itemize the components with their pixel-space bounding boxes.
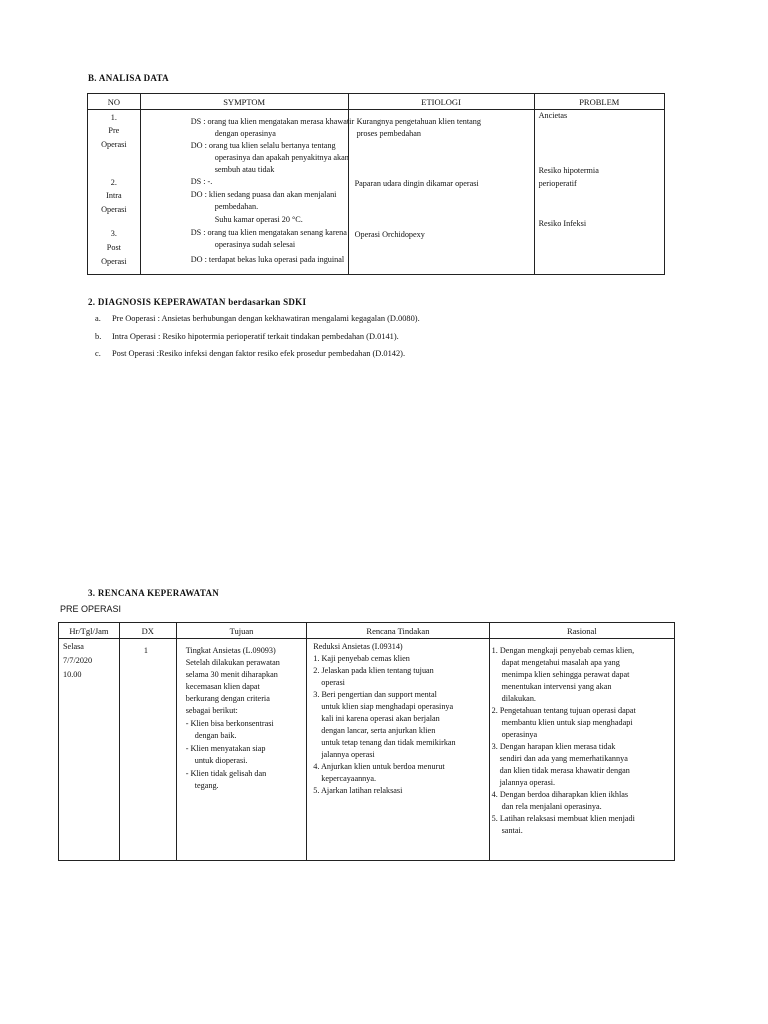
section-3-title [88,588,219,598]
section-2-heading: DIAGNOSIS KEPERAWATAN berdasarkan SDKI [97,297,307,307]
tujuan-line: - Klien bisa berkonsentrasi [185,719,274,728]
etiologi-column [348,110,534,275]
analisa-data-table [87,93,665,275]
no-1-operasi: Operasi [101,140,127,149]
header-dx: DX [119,623,176,639]
problem-line: Resiko Infeksi [538,219,587,228]
section-3-number: 3. [88,588,96,598]
etiologi-line: Operasi Orchidopexy [354,230,425,239]
pre-operasi-label: PRE OPERASI [60,604,122,614]
header-tujuan: Tujuan [176,623,307,639]
tujuan-line: tegang. [194,781,219,790]
tindakan-line: 1. Kaji penyebab cemas klien [313,654,410,663]
dx-value: 1 [143,646,148,655]
rencana-table [58,622,675,861]
rasional-line: menimpa klien sehingga perawat dapat [501,670,630,679]
rasional-line: jalannya operasi. [499,778,556,787]
rasional-line: dapat mengetahui masalah apa yang [501,658,620,667]
diagnosis-text: Post Operasi :Resiko infeksi dengan faktor resiko efek prosedur pembedahan (D.0142). [112,349,406,358]
etiologi-line: Paparan udara dingin dikamar operasi [354,179,479,188]
no-2-intra: Intra [106,191,122,200]
problem-line: perioperatif [538,179,577,188]
date-line: 7/7/2020 [63,656,93,665]
problem-column [534,110,664,275]
section-2-title [88,297,306,307]
rasional-line: 1. Dengan mengkaji penyebab cemas klien, [491,646,635,655]
etiologi-line: proses pembedahan [356,129,421,138]
rasional-column [489,639,674,861]
rasional-line: sendiri dan ada yang memerhatikannya [499,754,628,763]
tujuan-line: Setelah dilakukan perawatan [185,658,280,667]
rasional-line: dilakukan. [501,694,536,703]
symptom-line: dengan operasinya [214,129,276,138]
tindakan-line: 5. Ajarkan latihan relaksasi [313,786,403,795]
no-2-operasi: Operasi [101,205,127,214]
tindakan-line: jalannya operasi [321,750,375,759]
tujuan-line: berkurang dengan criteria [185,694,270,703]
tindakan-column [307,639,489,861]
tujuan-line: dengan baik. [194,731,237,740]
tujuan-line: - Klien tidak gelisah dan [185,769,267,778]
tindakan-line: kepercayaannya. [321,774,377,783]
rasional-line: dan rela menjalani operasinya. [501,802,602,811]
rasional-line: operasinya [501,730,538,739]
tujuan-line: - Klien menyatakan siap [185,744,266,753]
tujuan-line: Tingkat Ansietas (L.09093) [185,646,276,655]
header-etiologi: ETIOLOGI [348,94,534,110]
tindakan-line: dengan lancar, serta anjurkan klien [321,726,436,735]
rasional-line: dan klien tidak merasa khawatir dengan [499,766,630,775]
problem-line: Resiko hipotermia [538,166,599,175]
diagnosis-mark: c. [95,349,101,358]
rasional-line: santai. [501,826,523,835]
header-problem: PROBLEM [534,94,664,110]
tindakan-line: untuk klien siap menghadapi operasinya [321,702,454,711]
diagnosis-item-a [95,314,420,323]
tindakan-line: Reduksi Ansietas (I.09314) [313,642,403,651]
symptom-line: DO : orang tua klien selalu bertanya tentang [190,141,336,150]
symptom-line: DS : orang tua klien mengatakan senang karena [190,228,347,237]
symptom-line: DO : terdapat bekas luka operasi pada inguinal [190,255,345,264]
tindakan-line: 2. Jelaskan pada klien tentang tujuan [313,666,434,675]
symptom-line: Suhu kamar operasi 20 °C. [214,215,303,224]
tujuan-column [176,639,307,861]
date-line: 10.00 [63,670,82,679]
symptom-line: DO : klien sedang puasa dan akan menjalani [190,190,337,199]
problem-line: Ancietas [538,111,568,120]
symptom-line: pembedahan. [214,202,259,211]
diagnosis-mark: a. [95,314,101,323]
rasional-line: 3. Dengan harapan klien merasa tidak [491,742,616,751]
diagnosis-item-b [95,332,399,341]
symptom-line: DS : -. [190,177,213,186]
tindakan-line: untuk tetap tenang dan tidak memikirkan [321,738,456,747]
tindakan-line: 4. Anjurkan klien untuk berdoa menurut [313,762,445,771]
no-3: 3. [110,229,117,238]
header-date: Hr/Tgl/Jam [59,623,120,639]
no-1-pre: Pre [108,126,120,135]
rasional-line: 2. Pengetahuan tentang tujuan operasi dapat [491,706,636,715]
tindakan-line: 3. Beri pengertian dan support mental [313,690,437,699]
symptom-line: sembuh atau tidak [214,165,275,174]
dx-column [119,639,176,861]
header-no: NO [88,94,141,110]
rasional-line: 4. Dengan berdoa diharapkan klien ikhlas [491,790,629,799]
diagnosis-mark: b. [95,332,102,341]
symptom-line: operasinya sudah selesai [214,240,296,249]
tindakan-line: operasi [321,678,345,687]
tujuan-line: untuk dioperasi. [194,756,248,765]
rasional-line: membantu klien untuk siap menghadapi [501,718,633,727]
diagnosis-text: Pre Ooperasi : Ansietas berhubungan dengan kekhawatiran mengalami kegagalan (D.0080). [112,314,420,323]
diagnosis-item-c [95,349,405,358]
no-3-operasi: Operasi [101,257,127,266]
no-2: 2. [110,178,117,187]
header-rasional: Rasional [489,623,674,639]
section-b-title: B. ANALISA DATA [88,73,169,83]
symptom-line: DS : orang tua klien mengatakan merasa khawatir [190,117,355,126]
tindakan-line: kali ini karena operasi akan berjalan [321,714,440,723]
rasional-line: 5. Latihan relaksasi membuat klien menjadi [491,814,635,823]
header-tindakan: Rencana Tindakan [307,623,489,639]
tujuan-line: kecemasan klien dapat [185,682,260,691]
section-2-number: 2. [88,297,96,307]
rasional-line: menentukan intervensi yang akan [501,682,612,691]
section-3-heading: RENCANA KEPERAWATAN [97,588,220,598]
no-3-post: Post [106,243,121,252]
header-symptom: SYMPTOM [140,94,348,110]
date-column [59,639,120,861]
etiologi-line: Kurangnya pengetahuan klien tentang [356,117,481,126]
no-column [88,110,141,275]
symptom-line: operasinya dan apakah penyakitnya akan [214,153,349,162]
symptom-column [140,110,355,275]
no-1: 1. [110,113,117,122]
diagnosis-text: Intra Operasi : Resiko hipotermia perioperatif terkait tindakan pembedahan (D.0141). [112,332,399,341]
date-line: Selasa [63,642,84,651]
tujuan-line: selama 30 menit diharapkan [185,670,278,679]
tujuan-line: sebagai berikut: [185,706,238,715]
